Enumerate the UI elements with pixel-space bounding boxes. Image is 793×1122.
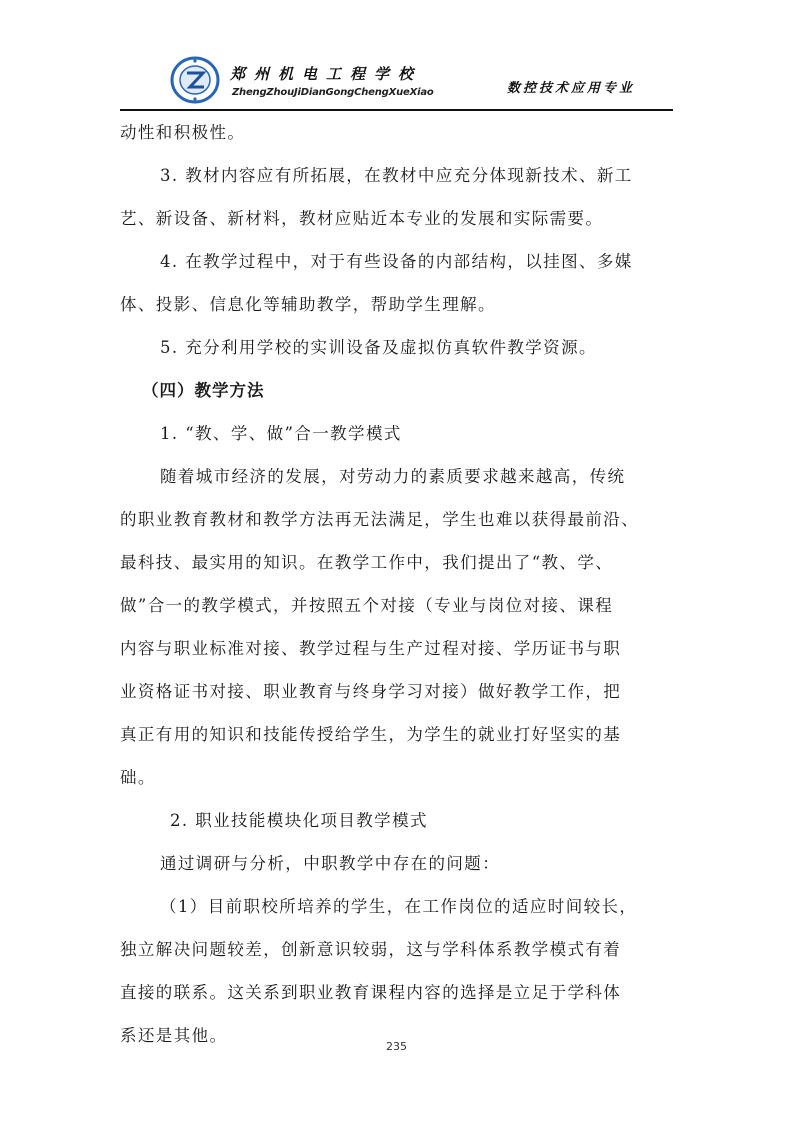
text-line: 通过调研与分析，中职教学中存在的问题： [160, 854, 501, 873]
document-body [120, 118, 680, 1064]
text-line: 动性和积极性。 [120, 123, 246, 142]
text-line: 随着城市经济的发展，对劳动力的素质要求越来越高，传统 [160, 467, 626, 486]
text-line: 的职业教育教材和教学方法再无法满足，学生也难以获得最前沿、 [120, 510, 640, 529]
text-line: 内容与职业标准对接、教学过程与生产过程对接、学历证书与职 [120, 639, 622, 658]
text-line: 最科技、最实用的知识。在教学工作中，我们提出了“教、学、 [120, 553, 614, 572]
page-number: 235 [386, 1040, 407, 1053]
text-line: 3. 教材内容应有所拓展，在教材中应充分体现新技术、新工 [160, 166, 633, 185]
text-line: 5. 充分利用学校的实训设备及虚拟仿真软件教学资源。 [160, 338, 597, 357]
page-header [120, 46, 673, 108]
school-name-pinyin: ZhengZhouJiDianGongChengXueXiao [232, 87, 434, 98]
text-line: 体、投影、信息化等辅助教学，帮助学生理解。 [120, 295, 496, 314]
text-line: （1）目前职校所培养的学生，在工作岗位的适应时间较长， [160, 897, 638, 916]
text-line: 系还是其他。 [120, 1026, 228, 1045]
section-heading: （四）教学方法 [142, 381, 265, 400]
text-line: 础。 [120, 768, 156, 787]
text-line: 真正有用的知识和技能传授给学生，为学生的就业打好坚实的基 [120, 725, 622, 744]
text-line: 4. 在教学过程中，对于有些设备的内部结构，以挂图、多媒 [160, 252, 633, 271]
major-title: 数控技术应用专业 [507, 81, 636, 96]
header-divider [120, 109, 673, 111]
text-line: 做”合一的教学模式，并按照五个对接（专业与岗位对接、课程 [120, 596, 614, 615]
text-line: 业资格证书对接、职业教育与终身学习对接）做好教学工作，把 [120, 682, 622, 701]
text-line: 直接的联系。这关系到职业教育课程内容的选择是立足于学科体 [120, 983, 622, 1002]
text-line: 独立解决问题较差，创新意识较弱，这与学科体系教学模式有着 [120, 940, 622, 959]
school-name: 郑州机电工程学校 [230, 65, 423, 83]
text-line: 2. 职业技能模块化项目教学模式 [170, 811, 428, 830]
text-line: 1. “教、学、做”合一教学模式 [160, 424, 402, 443]
school-logo-icon [170, 56, 220, 104]
text-line: 艺、新设备、新材料，教材应贴近本专业的发展和实际需要。 [120, 209, 604, 228]
